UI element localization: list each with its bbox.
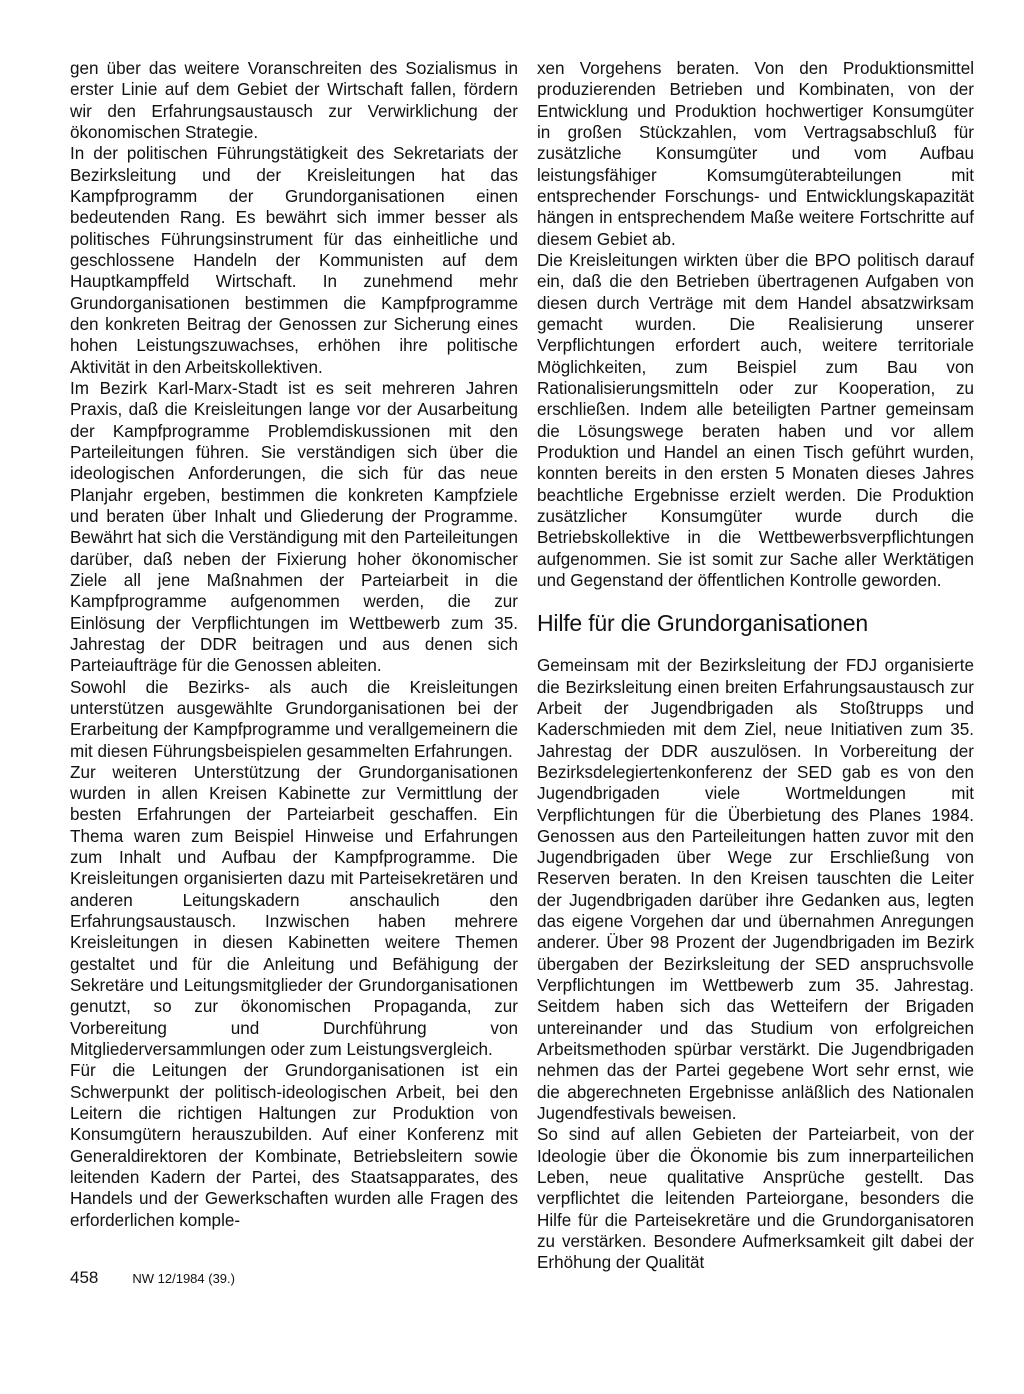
body-paragraph: Im Bezirk Karl-Marx-Stadt ist es seit mehreren Jahren Praxis, daß die Kreisleitungen lange vor der Ausarbeitung der Kampfprogramme Problemdiskussionen mit den Parteileitungen führen. Sie verständigen sich über die ideologischen Anforderungen, die sich für das neue Planjahr ergeben, bestimmen die konkreten Kampfziele und beraten über Inhalt und Gliederung der Programme. Bewährt hat sich die Verständigung mit den Parteileitungen darüber, daß neben der Fixierung hoher ökonomischer Ziele all jene Maßnahmen der Parteiarbeit in die Kampfprogramme aufgenommen werden, die zur Einlösung der Verpflichtungen im Wettbewerb zum 35. Jahrestag der DDR beitragen und aus denen sich Parteiaufträge für die Genossen ableiten. <box>70 378 518 676</box>
issue-reference: NW 12/1984 (39.) <box>132 1271 235 1286</box>
body-paragraph: gen über das weitere Voranschreiten des Sozialismus in erster Linie auf dem Gebiet der Wirtschaft fallen, fördern wir den Erfahrungsaustausch zur Verwirklichung der ökonomischen Strategie. <box>70 59 518 142</box>
left-text-column <box>70 58 518 1231</box>
body-paragraph: So sind auf allen Gebieten der Parteiarbeit, von der Ideologie über die Ökonomie bis zum innerparteilichen Leben, neue qualitative Ansprüche gestellt. Das verpflichtet die leitenden Parteiorgane, besonders die Hilfe für die Parteisekretäre und die Grundorganisatoren zu verstärken. Besondere Aufmerksamkeit gilt dabei der Erhöhung der Qualität <box>537 1125 974 1273</box>
body-paragraph: Sowohl die Bezirks- als auch die Kreisleitungen unterstützen ausgewählte Grundorganisationen bei der Erarbeitung der Kampfprogramme und verallgemeinern die mit diesen Führungsbeispielen gesammelten Erfahrungen. <box>70 677 518 761</box>
body-paragraph: xen Vorgehens beraten. Von den Produktionsmittel produzierenden Betrieben und Kombinaten, von der Entwicklung und Produktion hochwertiger Konsumgüter in großen Stückzahlen, vom Vertragsabschluß für zusätzliche Konsumgüter und vom Aufbau leistungsfähiger Komsumgüterabteilungen mit entsprechender Forschungs- und Entwicklungskapazität hängen in entsprechendem Maße weitere Fortschritte auf diesem Gebiet ab. <box>537 59 974 249</box>
right-text-column <box>537 58 974 1274</box>
body-paragraph: Gemeinsam mit der Bezirksleitung der FDJ organisierte die Bezirksleitung einen breiten Erfahrungsaustausch zur Arbeit der Jugendbrigaden als Stoßtrupps und Kaderschmieden mit dem Ziel, neue Initiativen zum 35. Jahrestag der DDR auszulösen. In Vorbereitung der Bezirksdelegiertenkonferenz der SED gab es von den Jugendbrigaden viele Wortmeldungen mit Verpflichtungen für die Überbietung des Planes 1984. Genossen aus den Parteileitungen hatten zuvor mit den Jugendbrigaden über Wege zur Erschließung von Reserven beraten. In den Kreisen tauschten die Leiter der Jugendbrigaden darüber ihre Gedanken aus, legten das eigene Vorgehen dar und übernahmen Anregungen anderer. Über 98 Prozent der Jugendbrigaden im Bezirk übergaben der Bezirksleitung der SED anspruchsvolle Verpflichtungen im Wettbewerb zum 35. Jahrestag. Seitdem haben sich das Wetteifern der Brigaden untereinander und das Studium von erfolgreichen Arbeitsmethoden spürbar verstärkt. Die Jugendbrigaden nehmen das der Partei gegebene Wort sehr ernst, wie die abgerechneten Ergebnisse anläßlich des Nationalen Jugendfestivals beweisen. <box>537 656 974 1124</box>
page-number: 458 <box>70 1268 99 1287</box>
body-paragraph: In der politischen Führungstätigkeit des Sekretariats der Bezirksleitung und der Kreisleitungen hat das Kampfprogramm der Grundorganisationen einen bedeutenden Rang. Es bewährt sich immer besser als politisches Führungsinstrument für das einheitliche und geschlossene Handeln der Kommunisten auf dem Hauptkampffeld Wirtschaft. In zunehmend mehr Grundorganisationen bestimmen die Kampfprogramme den konkreten Beitrag der Genossen zur Sicherung eines hohen Leistungszuwachses, erhöhen ihre politische Aktivität in den Arbeitskollektiven. <box>70 144 518 377</box>
section-heading: Hilfe für die Grundorganisationen <box>537 610 868 637</box>
page-footer <box>70 1268 235 1289</box>
body-paragraph: Zur weiteren Unterstützung der Grundorganisationen wurden in allen Kreisen Kabinette zur Vermittlung der besten Erfahrungen der Parteiarbeit geschaffen. Ein Thema waren zum Beispiel Hinweise und Erfahrungen zum Inhalt und Aufbau der Kampfprogramme. Die Kreisleitungen organisierten dazu mit Parteisekretären und anderen Leitungskadern anschaulich den Erfahrungsaustausch. Inzwischen haben mehrere Kreisleitungen in diesen Kabinetten weitere Themen gestaltet und für die Anleitung und Befähigung der Sekretäre und Leitungsmitglieder der Grundorganisationen genutzt, so zur ökonomischen Propaganda, zur Vorbereitung und Durchführung von Mitgliederversammlungen oder zum Leistungsvergleich. <box>70 762 518 1060</box>
body-paragraph: Die Kreisleitungen wirkten über die BPO politisch darauf ein, daß die den Betrieben übertragenen Aufgaben von diesen durch Verträge mit dem Handel absatzwirksam gemacht wurden. Die Realisierung unserer Verpflichtungen erfordert auch, weitere territoriale Möglichkeiten, zum Beispiel zum Bau von Rationalisierungsmitteln oder zur Kooperation, zu erschließen. Indem alle beteiligten Partner gemeinsam die Lösungswege beraten haben und vor allem Produktion und Handel an einen Tisch geführt wurden, konnten bereits in den ersten 5 Monaten dieses Jahres beachtliche Ergebnisse erzielt werden. Die Produktion zusätzlicher Konsumgüter wurde durch die Betriebskollektive in die Wettbewerbsverpflichtungen aufgenommen. Sie ist somit zur Sache aller Werktätigen und Gegenstand der öffentlichen Kontrolle geworden. <box>537 250 974 590</box>
body-paragraph: Für die Leitungen der Grundorganisationen ist ein Schwerpunkt der politisch-ideologischen Arbeit, bei den Leitern die richtigen Haltungen zur Produktion von Konsumgütern herauszubilden. Auf einer Konferenz mit Generaldirektoren der Kombinate, Betriebsleitern sowie leitenden Kadern der Partei, des Staatsapparates, des Handels und der Gewerkschaften wurden alle Fragen des erforderlichen komple- <box>70 1061 518 1230</box>
